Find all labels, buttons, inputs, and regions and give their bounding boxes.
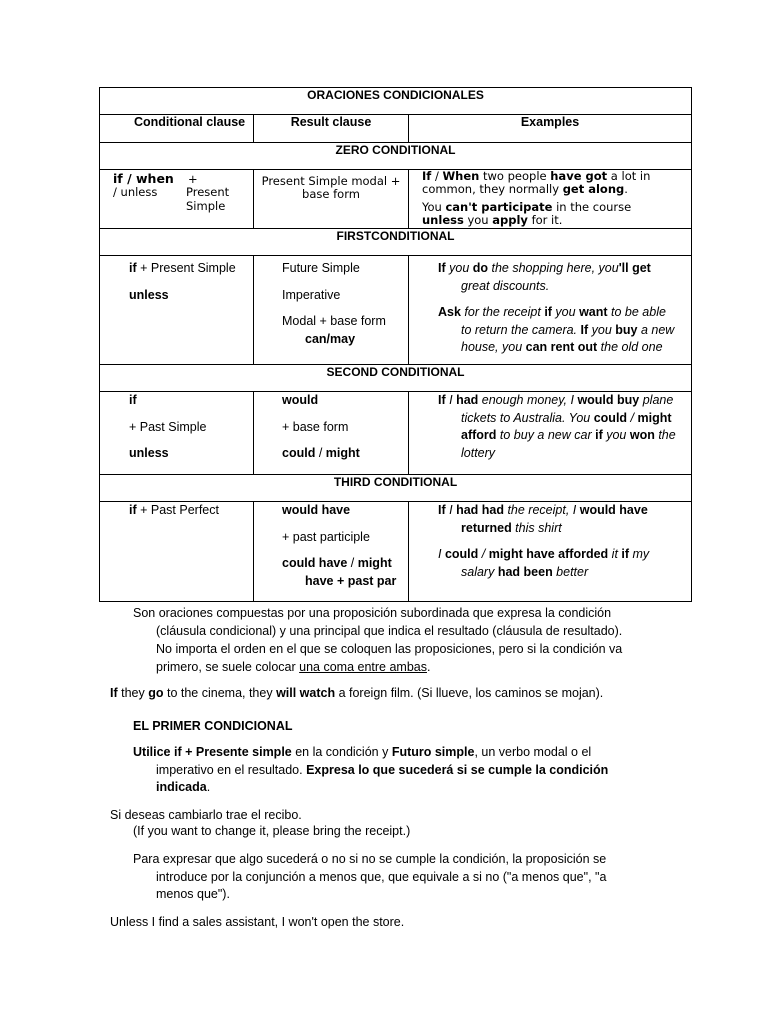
- second-might: might: [325, 446, 360, 460]
- zero-ex1-if: If: [422, 169, 432, 183]
- example-cinema: to the cinema, they: [163, 686, 277, 700]
- section-heading-third: THIRD CONDITIONAL: [100, 475, 692, 502]
- example-go: go: [148, 686, 164, 700]
- zero-result-line-1: Present Simple modal +: [261, 174, 401, 188]
- first-ex1-do: do: [472, 261, 489, 275]
- first-ex2-old-one: the old one: [597, 340, 663, 354]
- first-ex2-ask: Ask: [438, 305, 461, 319]
- second-ex-could: could: [593, 410, 628, 425]
- zero-examples: [409, 170, 692, 229]
- first-example-2-line-3: [438, 339, 691, 357]
- third-would-have: would have: [282, 503, 351, 517]
- second-ex-plane: plane: [639, 393, 674, 407]
- zero-simple: Simple: [186, 198, 226, 213]
- first-ex1-great-discounts: great discounts.: [461, 278, 550, 293]
- section-heading-second: SECOND CONDITIONAL: [100, 365, 692, 392]
- third-ex2-had-been: had been: [497, 564, 553, 579]
- first-present-simple: + Present Simple: [136, 261, 236, 275]
- usage-text-2: , un verbo modal o el: [474, 745, 592, 759]
- first-ex2-want: want: [579, 305, 608, 319]
- first-if-present-simple: [129, 260, 253, 278]
- first-example-1-line-1: [438, 260, 691, 278]
- zero-ex1-text-2: a lot in: [607, 169, 651, 183]
- first-ex2-return: to return the camera.: [461, 322, 581, 337]
- first-ex1-if: If: [438, 261, 446, 275]
- unless-line-2: introduce por la conjunción a menos que, que equivale a si no ("a menos que", "a: [156, 869, 607, 884]
- second-could-might: [282, 445, 408, 463]
- third-past-participle: + past participle: [282, 529, 370, 544]
- first-result-clause: [254, 256, 409, 365]
- header-result-clause: Result clause: [254, 115, 409, 143]
- zero-if-when: if / when: [113, 171, 174, 186]
- usage-expresa: Expresa lo que sucederá si se cumple la condición: [306, 762, 609, 777]
- third-example-1-line-2: [438, 520, 691, 538]
- first-conditional-row: [100, 256, 692, 365]
- example-will-watch: will watch: [276, 686, 336, 700]
- first-example-1-line-2: [438, 278, 691, 296]
- second-if: if: [129, 393, 137, 407]
- first-ex2-house: house, you: [461, 340, 526, 354]
- second-examples: [409, 392, 692, 475]
- unless-line-3: menos que").: [156, 887, 230, 901]
- second-example-line-2: [438, 410, 691, 428]
- third-ex2-slash: /: [478, 547, 489, 561]
- third-ex2-i: I: [438, 547, 445, 561]
- third-ex1-if: If: [438, 503, 446, 517]
- usage-period: .: [206, 780, 211, 794]
- zero-ex1-text-3: common, they normally: [422, 182, 563, 196]
- second-ex-if-2: if: [595, 428, 603, 442]
- section-heading-zero: ZERO CONDITIONAL: [100, 143, 692, 170]
- third-example-2-line-1: [438, 546, 691, 564]
- zero-ex2-apply: apply: [492, 213, 528, 227]
- third-could-have-might: [282, 555, 408, 573]
- second-ex-might: might: [637, 410, 672, 425]
- zero-ex1-text: two people: [479, 169, 551, 183]
- third-ex1-returned: returned: [461, 520, 512, 535]
- first-unless: unless: [129, 287, 169, 302]
- third-ex1-had-had: had had: [456, 503, 504, 517]
- table-title: ORACIONES CONDICIONALES: [100, 88, 692, 115]
- first-ex2-if: if: [544, 305, 552, 319]
- first-ex2-you-2: you: [588, 322, 616, 337]
- intro-underlined-comma: una coma entre ambas: [299, 660, 427, 674]
- third-conditional-clause: [100, 502, 254, 602]
- first-can-may: can/may: [305, 331, 356, 346]
- zero-ex1-slash: /: [431, 169, 443, 183]
- third-ex2-might-have-afforded: might have afforded: [488, 547, 609, 561]
- first-ex1-you: you: [445, 261, 473, 275]
- header-examples: Examples: [409, 115, 692, 143]
- third-if-past-perfect: [129, 502, 253, 520]
- zero-ex2-unless: unless: [422, 213, 464, 227]
- second-conditional-row: [100, 392, 692, 475]
- receipt-english: (If you want to change it, please bring the receipt.): [133, 824, 411, 838]
- zero-conditional-clause: [100, 170, 254, 229]
- intro-line-4: [133, 658, 658, 676]
- third-ex2-better: better: [552, 564, 589, 579]
- third-conditional-row: [100, 502, 692, 602]
- zero-ex2-cant-participate: can't participate: [445, 200, 553, 214]
- section-row-second: [100, 365, 692, 392]
- second-ex-text: enough money, I: [478, 393, 578, 407]
- intro-line-2: (cláusula condicional) y una principal que indica el resultado (cláusula de resultado).: [156, 624, 623, 638]
- section-row-zero: [100, 143, 692, 170]
- first-ex2-if-2: If: [580, 322, 589, 337]
- third-if: if: [129, 503, 137, 517]
- zero-ex2-you: You: [422, 200, 446, 214]
- second-example-line-3: [438, 427, 691, 445]
- third-might: might: [357, 556, 392, 570]
- second-ex-you: you: [602, 428, 630, 442]
- zero-conditional-row: [100, 170, 692, 229]
- second-ex-if: If: [438, 393, 446, 407]
- zero-result-line-2: base form: [302, 187, 360, 201]
- first-conditional-heading: EL PRIMER CONDICIONAL: [133, 719, 293, 733]
- section-row-first: [100, 229, 692, 256]
- third-ex2-if: if: [621, 547, 630, 561]
- second-would: would: [282, 393, 319, 407]
- zero-unless: / unless: [113, 185, 158, 199]
- third-ex1-text: the receipt, I: [503, 503, 580, 517]
- example-if: If: [110, 686, 118, 700]
- intro-line-1: Son oraciones compuestas por una proposición subordinada que expresa la condición: [133, 606, 612, 620]
- table-title-row: [100, 88, 692, 115]
- third-examples: [409, 502, 692, 602]
- intro-line-4-text: primero, se suele colocar: [156, 660, 300, 674]
- second-ex-buy-car: to buy a new car: [496, 428, 596, 442]
- second-past-simple: + Past Simple: [129, 419, 207, 434]
- first-imperative: Imperative: [282, 287, 341, 302]
- first-if: if: [129, 261, 137, 275]
- zero-present: Present: [186, 185, 230, 199]
- second-slash: /: [315, 446, 326, 460]
- usage-line-2: [133, 762, 653, 780]
- intro-line-3: No importa el orden en el que se coloquen las proposiciones, pero si la condición va: [156, 642, 623, 656]
- first-modal-base-form: Modal + base form: [282, 314, 386, 328]
- zero-example-2-line-1: [422, 196, 691, 214]
- third-could-have: could have: [282, 556, 348, 570]
- zero-ex1-when: When: [442, 169, 480, 183]
- conditionals-table: [99, 87, 692, 602]
- second-ex-won: won: [629, 428, 655, 442]
- second-ex-lottery: lottery: [461, 445, 496, 460]
- second-ex-would-buy: would buy: [577, 393, 640, 407]
- intro-paragraph: [133, 604, 658, 676]
- first-conditional-clause: [100, 256, 254, 365]
- third-result-clause: [254, 502, 409, 602]
- first-example-2-line-1: [438, 304, 691, 322]
- third-ex2-my: my: [629, 547, 650, 561]
- third-ex1-would-have: would have: [579, 503, 648, 517]
- usage-text: en la condición y: [291, 745, 392, 759]
- third-ex2-it: it: [608, 547, 622, 561]
- first-ex2-buy: buy: [615, 322, 638, 337]
- unless-line-1: Para expresar que algo sucederá o no si no se cumple la condición, la proposición se: [133, 852, 607, 866]
- second-ex-tickets: tickets to Australia. You: [461, 410, 594, 425]
- first-ex1-text: the shopping here, you: [488, 261, 619, 275]
- second-example-line-4: [438, 445, 691, 463]
- second-conditional-clause: [100, 392, 254, 475]
- zero-example-1-line-2: [422, 183, 691, 196]
- usage-indicada: indicada: [156, 780, 207, 794]
- third-example-1-line-1: [438, 502, 691, 520]
- usage-line-1: [133, 744, 653, 762]
- first-ex1-ll-get: 'll get: [618, 261, 651, 275]
- second-ex-the: the: [654, 428, 676, 442]
- third-ex2-salary: salary: [461, 564, 498, 579]
- zero-ex1-have-got: have got: [550, 169, 608, 183]
- zero-ex2-end: for it.: [527, 213, 563, 227]
- usage-line-3: [133, 779, 653, 797]
- second-example-line-1: [438, 392, 691, 410]
- section-heading-first: FIRSTCONDITIONAL: [100, 229, 692, 256]
- receipt-example: [110, 807, 668, 839]
- usage-imperative: imperativo en el resultado.: [156, 762, 307, 777]
- first-ex2-a-new: a new: [637, 322, 675, 337]
- first-example-2-line-2: [438, 322, 691, 340]
- section-row-third: [100, 475, 692, 502]
- receipt-spanish: Si deseas cambiarlo trae el recibo.: [110, 808, 302, 822]
- example-rest: a foreign film. (Si llueve, los caminos se mojan).: [335, 686, 604, 700]
- third-example-2-line-2: [438, 564, 691, 582]
- second-ex-afford: afford: [461, 428, 497, 442]
- second-ex-slash: /: [627, 410, 638, 425]
- third-slash: /: [347, 556, 358, 570]
- zero-example-2-line-2: [422, 214, 691, 227]
- example-they: they: [117, 686, 149, 700]
- second-could: could: [282, 446, 316, 460]
- zero-ex1-get-along: get along: [562, 182, 625, 196]
- zero-plus: +: [188, 172, 198, 186]
- first-ex2-to-be-able: to be able: [607, 305, 666, 319]
- zero-result-clause: [254, 170, 409, 229]
- zero-ex1-period: .: [624, 182, 628, 196]
- header-conditional-clause: Conditional clause: [100, 115, 254, 143]
- zero-ex2-text: in the course: [552, 200, 632, 214]
- third-ex1-this-shirt: this shirt: [511, 520, 562, 535]
- third-past-perfect: + Past Perfect: [136, 503, 219, 517]
- second-result-clause: [254, 392, 409, 475]
- example-sentence: [110, 684, 668, 702]
- third-ex2-could: could: [444, 547, 479, 561]
- usage-if-present-simple: Utilice if + Presente simple: [133, 745, 292, 759]
- second-base-form: + base form: [282, 419, 349, 434]
- first-future-simple: Future Simple: [282, 261, 360, 275]
- third-ex1-i: I: [445, 503, 457, 517]
- third-have-past-par: have + past par: [305, 573, 397, 588]
- first-ex2-you: you: [551, 305, 580, 319]
- intro-line-4-period: .: [426, 660, 431, 674]
- unless-explanation: [133, 851, 663, 904]
- second-ex-had: had: [456, 393, 479, 407]
- first-examples: [409, 256, 692, 365]
- unless-example: Unless I find a sales assistant, I won't open the store.: [110, 915, 405, 929]
- second-unless: unless: [129, 446, 169, 460]
- zero-ex2-you-2: you: [463, 213, 493, 227]
- first-conditional-paragraph: [133, 744, 653, 797]
- second-ex-i: I: [445, 393, 457, 407]
- table-header-row: [100, 115, 692, 143]
- first-ex2-can-rent-out: can rent out: [525, 340, 598, 354]
- usage-future-simple: Futuro simple: [391, 745, 475, 759]
- first-ex2-text: for the receipt: [460, 305, 545, 319]
